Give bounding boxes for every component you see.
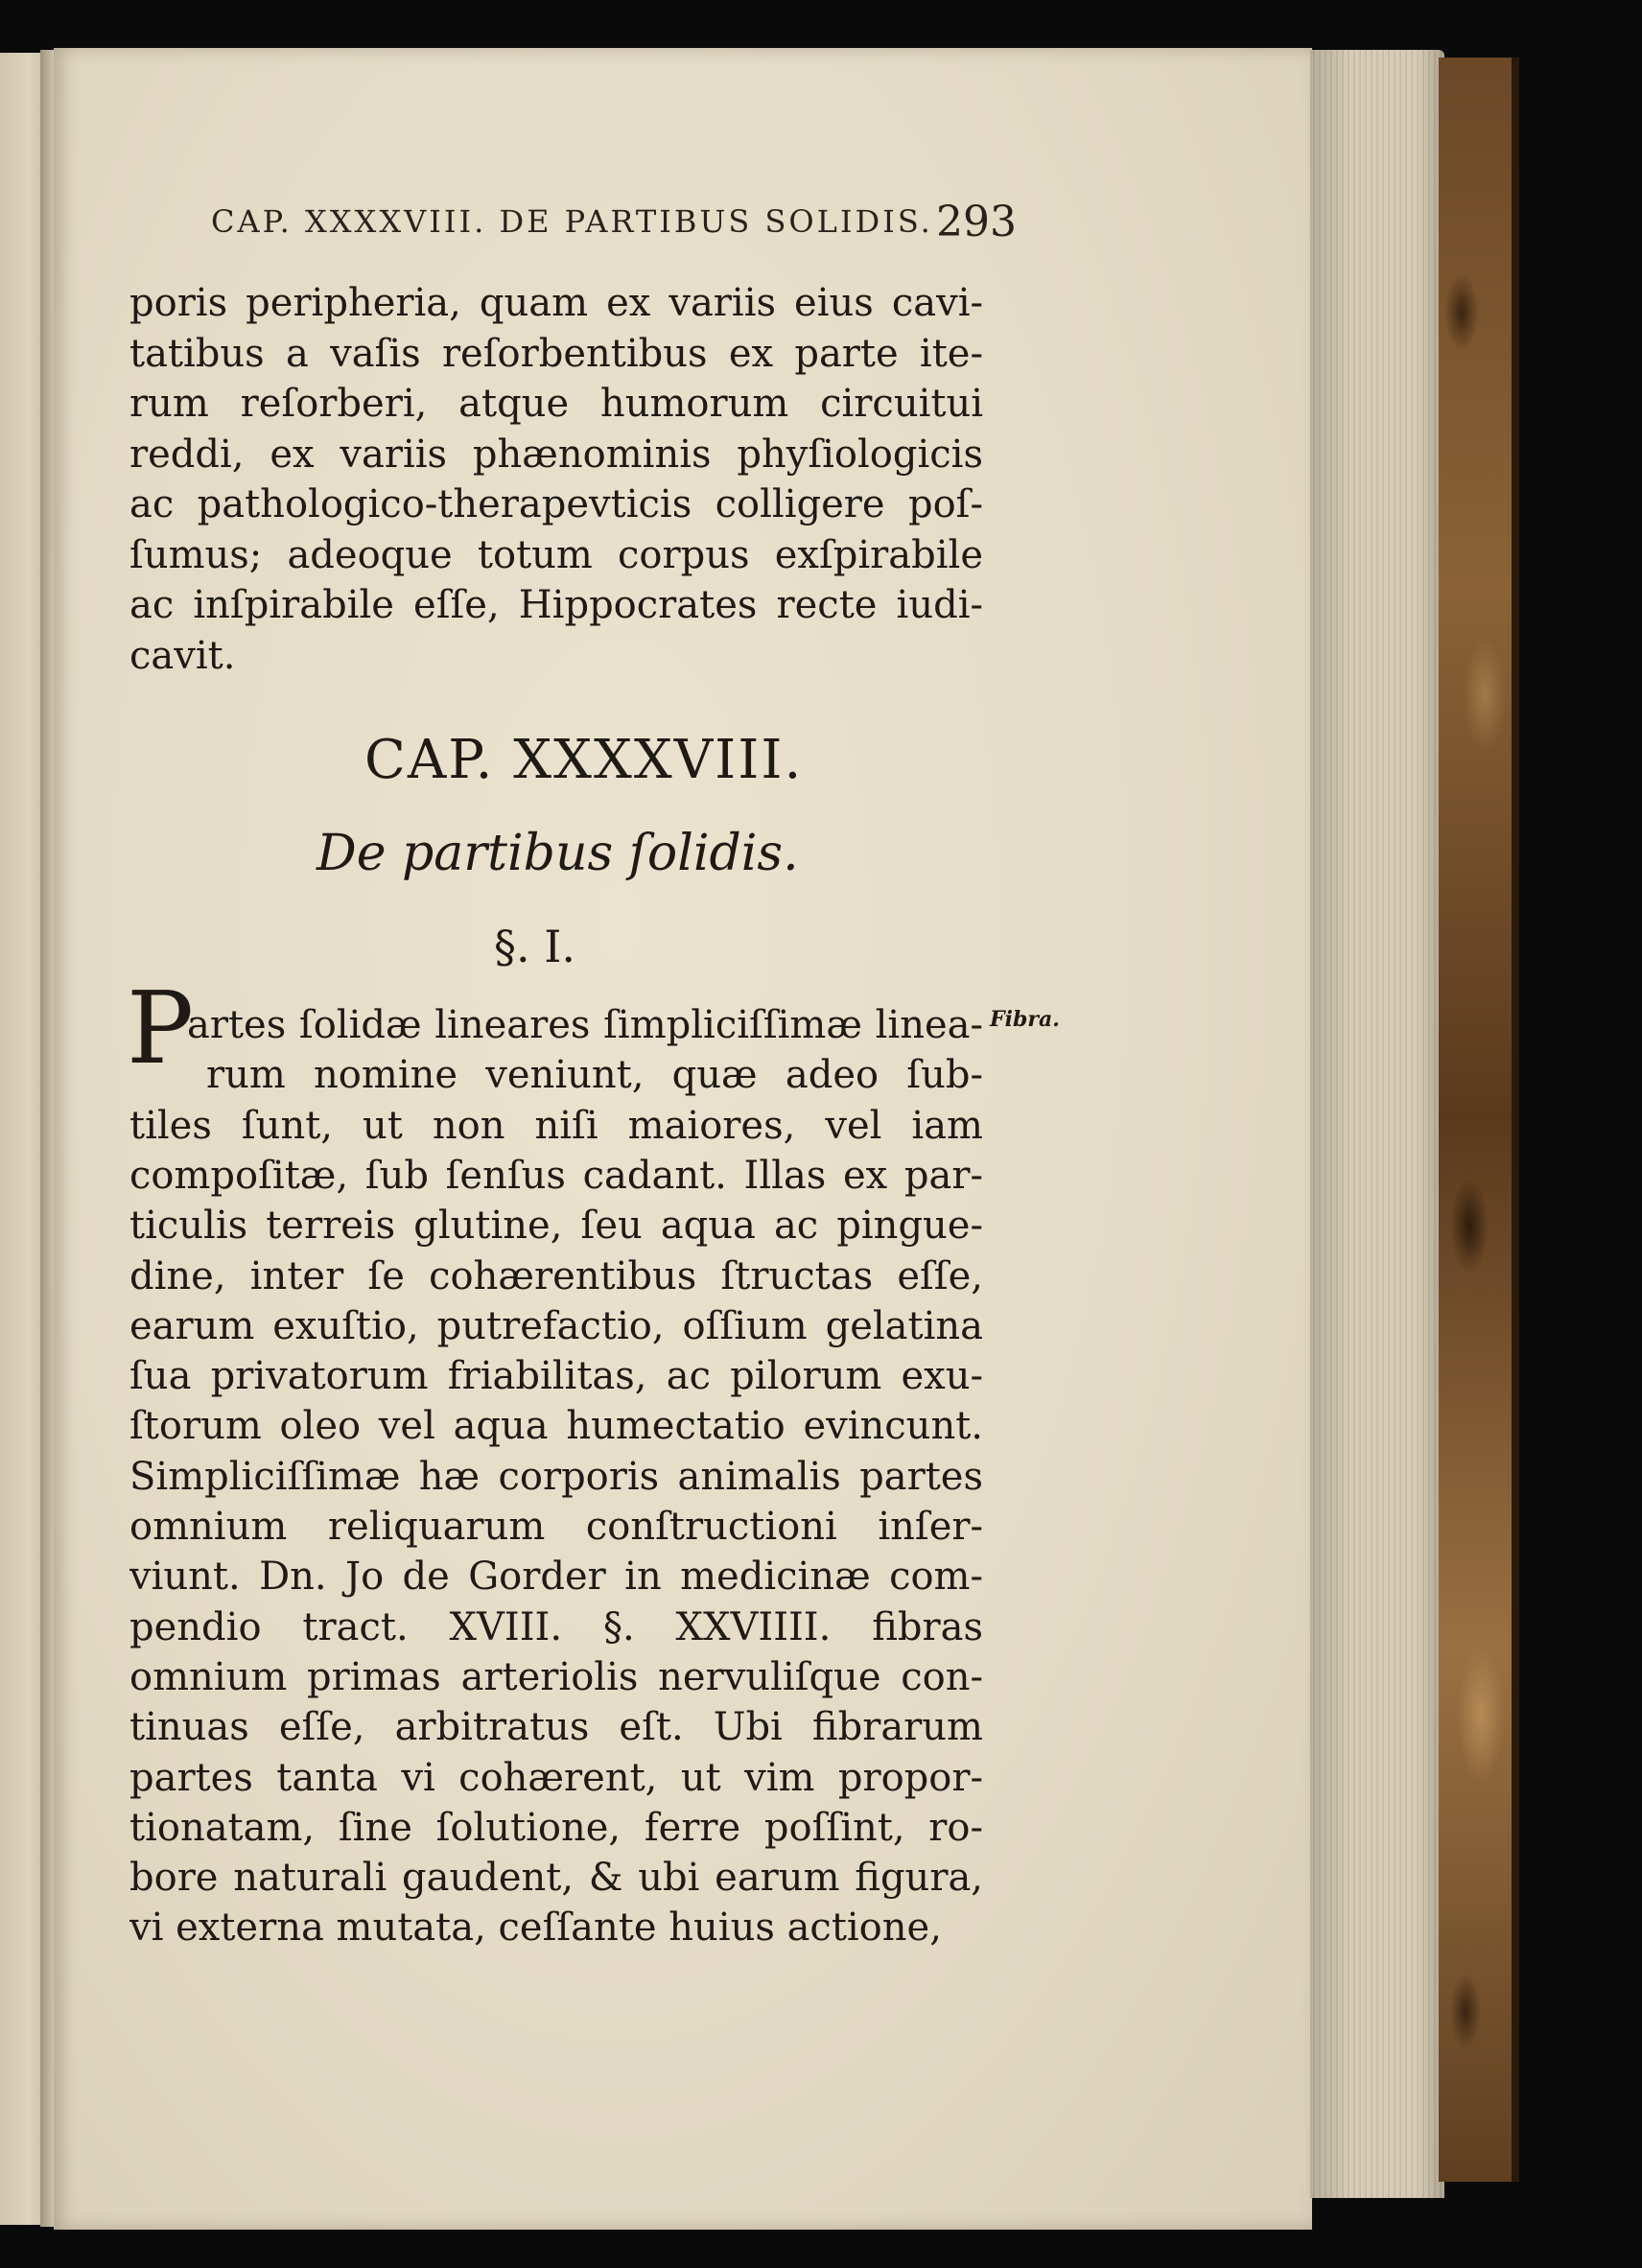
text-line: Simpliciſſimæ hæ corporis animalis partes	[129, 1454, 983, 1499]
margin-note: Fibra.	[990, 1007, 1060, 1032]
text-line: partes tanta vi cohærent, ut vim propor-	[129, 1755, 983, 1800]
fore-edge-shadow	[1310, 50, 1444, 2198]
text-line: ticulis terreis glutine, ſeu aqua ac pingue-	[129, 1204, 983, 1249]
text-line: bore naturali gaudent, & ubi earum figura,	[129, 1856, 983, 1901]
text-line: dine, inter ſe cohærentibus ſtructas eſſe,	[129, 1253, 983, 1298]
text-line: ſua privatorum friabilitas, ac pilorum exu-	[129, 1354, 983, 1399]
text-line: omnium reliquarum conſtructioni inſer-	[129, 1505, 983, 1549]
text-line: ſtorum oleo vel aqua humectatio evincunt.	[129, 1404, 983, 1449]
text-line: rum nomine veniunt, quæ adeo ſub-	[206, 1053, 983, 1098]
text-line: omnium primas arteriolis nervuliſque con-	[129, 1654, 983, 1699]
text-line: reddi, ex variis phænominis phyſiologicis	[129, 432, 983, 477]
marbled-cover-board	[1439, 58, 1515, 2182]
text-line: compoſitæ, ſub ſenſus cadant. Illas ex par-	[129, 1153, 983, 1198]
text-line: viunt. Dn. Jo de Gorder in medicinæ com-	[129, 1555, 983, 1600]
text-line: poris peripheria, quam ex variis eius cavi-	[129, 281, 983, 325]
cover-edge	[1512, 58, 1519, 2182]
text-line: cavit.	[129, 633, 236, 678]
text-line: vi externa mutata, ceſſante huius actione,	[129, 1906, 942, 1951]
page-number: 293	[936, 198, 1017, 246]
running-head-title: CAP. XXXXVIII. DE PARTIBUS SOLIDIS.	[211, 203, 933, 240]
text-line: artes ſolidæ lineares ſimpliciſſimæ linea-	[187, 1003, 983, 1047]
text-line: earum exuſtio, putrefactio, oſſium gelatina	[129, 1303, 983, 1348]
text-line: rum reſorberi, atque humorum circuitui	[129, 382, 983, 426]
text-line: ac pathologico-therapevticis colligere poſ-	[129, 482, 983, 526]
text-line: tiles ſunt, ut non niſi maiores, vel iam	[129, 1103, 983, 1148]
text-line: ac inſpirabile eſſe, Hippocrates recte iudi-	[129, 583, 983, 627]
section-mark: §. I.	[494, 921, 576, 972]
text-line: pendio tract. XVIII. §. XXVIIII. fibras	[129, 1604, 983, 1649]
drop-capital: P	[127, 970, 194, 1087]
running-head	[211, 198, 1017, 251]
text-line: tinuas eſſe, arbitratus eſt. Ubi fibrarum	[129, 1705, 983, 1750]
text-line: tatibus a vaſis reſorbentibus ex parte ite-	[129, 331, 983, 376]
text-line: tionatam, ſine ſolutione, ferre poſſint, ro-	[129, 1805, 983, 1850]
chapter-heading: CAP. XXXXVIII.	[364, 729, 804, 791]
chapter-subtitle: De partibus ſolidis.	[317, 825, 799, 882]
text-line: ſumus; adeoque totum corpus exſpirabile	[129, 532, 983, 577]
